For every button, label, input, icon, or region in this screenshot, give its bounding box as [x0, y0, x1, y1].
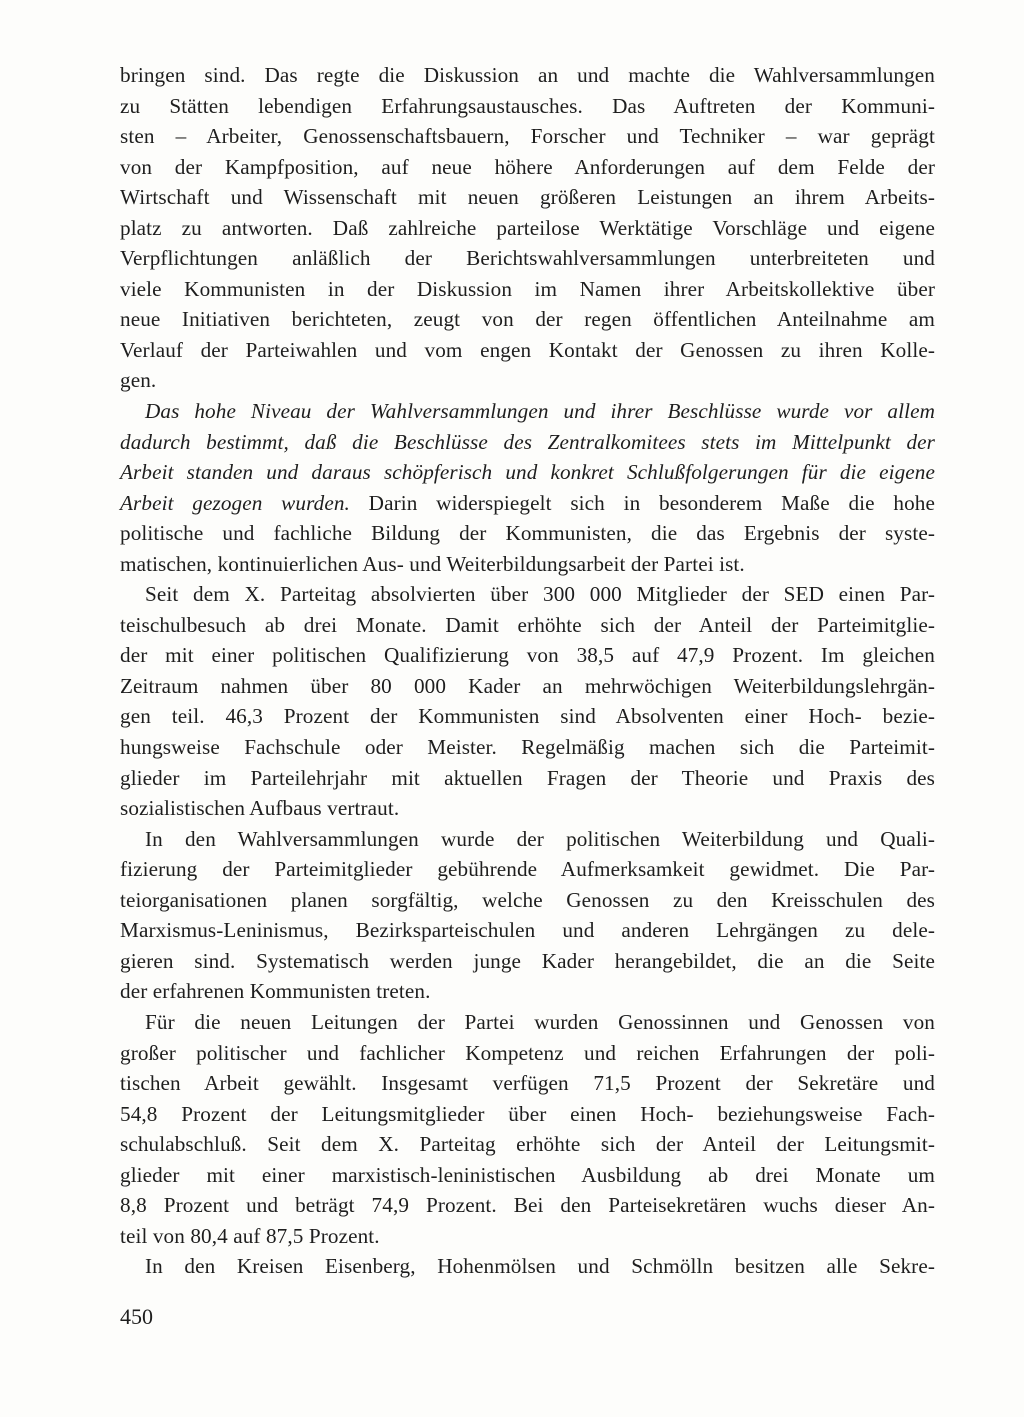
text-line: [120, 1129, 935, 1160]
emphasis-text: Das hohe Niveau der Wahlversammlungen und ihrer Beschlüsse wurde vor allem: [145, 399, 935, 424]
text-line: [120, 824, 935, 855]
text-line: [120, 1038, 935, 1069]
line-text: sozialistischen Aufbaus vertraut.: [120, 796, 400, 821]
text-line: [120, 1160, 935, 1191]
text-line: [120, 1190, 935, 1221]
text-line: [120, 701, 935, 732]
text-line: [120, 549, 935, 580]
line-text: Marxismus-Leninismus, Bezirksparteischulen und anderen Lehrgängen zu dele-: [120, 918, 935, 943]
text-line: [120, 885, 935, 916]
text-line: [120, 213, 935, 244]
line-text: viele Kommunisten in der Diskussion im Namen ihrer Arbeitskollektive über: [120, 276, 935, 301]
line-text: teischulbesuch ab drei Monate. Damit erhöhte sich der Anteil der Parteimitglie-: [120, 612, 935, 637]
text-line: [120, 915, 935, 946]
emphasis-text: Arbeit standen und daraus schöpferisch und konkret Schlußfolgerungen für die eigene: [120, 460, 935, 485]
text-line: [120, 457, 935, 488]
line-text: Verlauf der Parteiwahlen und vom engen Kontakt der Genossen zu ihren Kolle-: [120, 337, 935, 362]
line-text: Seit dem X. Parteitag absolvierten über 300 000 Mitglieder der SED einen Par-: [145, 582, 935, 607]
line-text: In den Wahlversammlungen wurde der politischen Weiterbildung und Quali-: [145, 826, 935, 851]
text-line: [120, 1221, 935, 1252]
body-text: [120, 60, 935, 1282]
text-line: [120, 1007, 935, 1038]
line-text: zu Stätten lebendigen Erfahrungsaustausches. Das Auftreten der Kommuni-: [120, 93, 935, 118]
text-line: [120, 1251, 935, 1282]
text-line: [120, 1099, 935, 1130]
text-line: [120, 91, 935, 122]
text-line: [120, 579, 935, 610]
line-text: Darin widerspiegelt sich in besonderem Maße die hohe: [349, 490, 935, 515]
text-line: [120, 671, 935, 702]
line-text: schulabschluß. Seit dem X. Parteitag erhöhte sich der Anteil der Leitungsmit-: [120, 1132, 935, 1157]
line-text: In den Kreisen Eisenberg, Hohenmölsen und Schmölln besitzen alle Sekre-: [145, 1254, 935, 1279]
line-text: Wirtschaft und Wissenschaft mit neuen größeren Leistungen an ihrem Arbeits-: [120, 185, 935, 210]
text-line: [120, 243, 935, 274]
line-text: platz zu antworten. Daß zahlreiche parteilose Werktätige Vorschläge und eigene: [120, 215, 935, 240]
text-line: [120, 854, 935, 885]
text-line: [120, 121, 935, 152]
line-text: Für die neuen Leitungen der Partei wurden Genossinnen und Genossen von: [145, 1009, 935, 1034]
page-number: 450: [120, 1304, 153, 1329]
text-line: [120, 1068, 935, 1099]
line-text: gen teil. 46,3 Prozent der Kommunisten sind Absolventen einer Hoch- bezie-: [120, 704, 935, 729]
line-text: glieder im Parteilehrjahr mit aktuellen Fragen der Theorie und Praxis des: [120, 765, 935, 790]
line-text: teiorganisationen planen sorgfältig, welche Genossen zu den Kreisschulen des: [120, 887, 935, 912]
text-line: [120, 732, 935, 763]
text-line: [120, 946, 935, 977]
text-line: [120, 518, 935, 549]
line-text: Verpflichtungen anläßlich der Berichtswahlversammlungen unterbreiteten und: [120, 246, 935, 271]
line-text: Zeitraum nahmen über 80 000 Kader an mehrwöchigen Weiterbildungslehrgän-: [120, 673, 935, 698]
line-text: teil von 80,4 auf 87,5 Prozent.: [120, 1223, 380, 1248]
text-line: [120, 304, 935, 335]
line-text: der erfahrenen Kommunisten treten.: [120, 979, 431, 1004]
text-line: [120, 427, 935, 458]
line-text: der mit einer politischen Qualifizierung von 38,5 auf 47,9 Prozent. Im gleichen: [120, 643, 935, 668]
text-line: [120, 610, 935, 641]
text-line: [120, 488, 935, 519]
emphasis-text: dadurch bestimmt, daß die Beschlüsse des Zentralkomitees stets im Mittelpunkt der: [120, 429, 935, 454]
text-line: [120, 182, 935, 213]
text-line: [120, 274, 935, 305]
line-text: tischen Arbeit gewählt. Insgesamt verfügen 71,5 Prozent der Sekretäre und: [120, 1071, 935, 1096]
line-text: hungsweise Fachschule oder Meister. Regelmäßig machen sich die Parteimit-: [120, 735, 935, 760]
text-line: [120, 396, 935, 427]
line-text: sten – Arbeiter, Genossenschaftsbauern, Forscher und Techniker – war geprägt: [120, 124, 935, 149]
text-line: [120, 976, 935, 1007]
text-line: [120, 152, 935, 183]
line-text: matischen, kontinuierlichen Aus- und Weiterbildungsarbeit der Partei ist.: [120, 551, 745, 576]
line-text: glieder mit einer marxistisch-leninistischen Ausbildung ab drei Monate um: [120, 1162, 935, 1187]
text-line: [120, 763, 935, 794]
line-text: gieren sind. Systematisch werden junge Kader herangebildet, die an die Seite: [120, 948, 935, 973]
text-line: [120, 335, 935, 366]
line-text: von der Kampfposition, auf neue höhere Anforderungen auf dem Felde der: [120, 154, 935, 179]
line-text: gen.: [120, 368, 157, 393]
text-line: [120, 640, 935, 671]
text-line: [120, 60, 935, 91]
line-text: 8,8 Prozent und beträgt 74,9 Prozent. Bei den Parteisekretären wuchs dieser An-: [120, 1193, 935, 1218]
line-text: neue Initiativen berichteten, zeugt von der regen öffentlichen Anteilnahme am: [120, 307, 935, 332]
text-line: [120, 365, 935, 396]
line-text: großer politischer und fachlicher Kompetenz und reichen Erfahrungen der poli-: [120, 1040, 935, 1065]
line-text: 54,8 Prozent der Leitungsmitglieder über einen Hoch- beziehungsweise Fach-: [120, 1101, 935, 1126]
line-text: politische und fachliche Bildung der Kommunisten, die das Ergebnis der syste-: [120, 521, 935, 546]
line-text: bringen sind. Das regte die Diskussion an und machte die Wahlversammlungen: [120, 63, 935, 87]
line-text: fizierung der Parteimitglieder gebührende Aufmerksamkeit gewidmet. Die Par-: [120, 857, 935, 882]
text-line: [120, 793, 935, 824]
emphasis-text: Arbeit gezogen wurden.: [120, 490, 350, 515]
